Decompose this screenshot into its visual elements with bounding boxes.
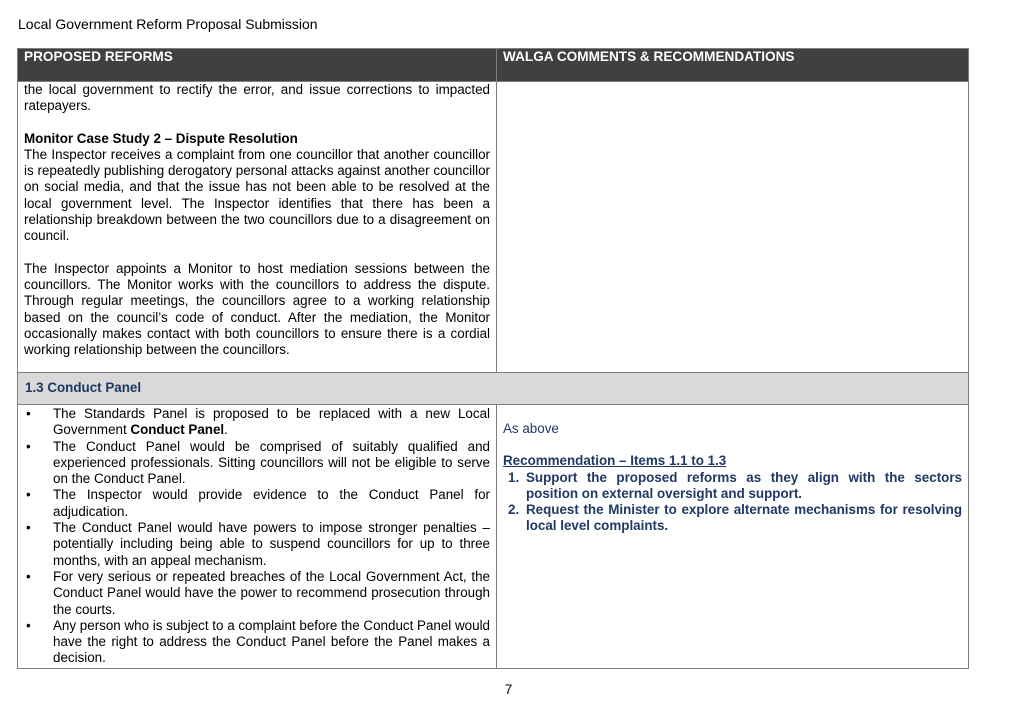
table-header-row (18, 49, 969, 82)
bullet-icon: • (26, 487, 31, 503)
column-header-proposed-reforms: PROPOSED REFORMS (18, 49, 497, 82)
recommendation-title: Recommendation – Items 1.1 to 1.3 (503, 453, 727, 469)
list-item: 2. Request the Minister to explore alternate mechanisms for resolving local level complaints. (508, 502, 962, 534)
proposal-bullet-list (24, 406, 490, 667)
document-header-title: Local Government Reform Proposal Submission (18, 16, 318, 32)
conduct-panel-proposals-cell (18, 405, 497, 669)
list-item: • The Conduct Panel would be comprised of suitably qualified and experienced professionals. Sitting councillors will not be eligible to serve on the Conduct Panel. (26, 438, 490, 487)
recommendation-list (503, 470, 962, 535)
list-item: • Any person who is subject to a complaint before the Conduct Panel would have the right to address the Conduct Panel before the Panel makes a decision. (26, 617, 490, 666)
column-header-walga-comments: WALGA COMMENTS & RECOMMENDATIONS (497, 49, 969, 82)
list-item: • For very serious or repeated breaches of the Local Government Act, the Conduct Panel would have the power to recommend prosecution through the courts. (26, 568, 490, 617)
list-item: 1. Support the proposed reforms as they align with the sectors position on external oversight and support. (508, 469, 962, 501)
bullet-icon: • (26, 568, 31, 584)
table-row-conduct-panel (18, 405, 969, 669)
table-row-case-study (18, 82, 969, 373)
case-study-paragraph-2: The Inspector appoints a Monitor to host mediation sessions between the councillors. The Monitor works with the councillors to address the dispute. Through regular meetings, the councillors agree to a working relationship based on the council’s code of conduct. After the mediation, the Monitor occasionally makes contact with both councillors to ensure there is a cordial working relationship between the councillors. (24, 260, 490, 358)
bullet-icon: • (26, 520, 31, 536)
reform-table (17, 48, 969, 669)
case-study-title: Monitor Case Study 2 – Dispute Resolution (24, 130, 298, 146)
section-title: 1.3 Conduct Panel (18, 373, 969, 405)
case-study-cell (18, 82, 497, 373)
conduct-panel-term: Conduct Panel (130, 422, 225, 438)
bullet-icon: • (26, 617, 31, 633)
page-number: 7 (504, 682, 513, 697)
comment-as-above: As above (503, 421, 559, 436)
list-item: • The Conduct Panel would have powers to impose stronger penalties – potentially including being able to suspend councillors for up to three months, with an appeal mechanism. (26, 520, 490, 568)
case-study-paragraph-1: The Inspector receives a complaint from one councillor that another councillor is repeatedly publishing derogatory personal attacks against another councillor on social media, and that the issue has not been able to be resolved at the local government level. The Inspector identifies that there has been a relationship breakdown between the two councillors due to a disagreement on council. (24, 146, 490, 244)
walga-comments-cell (497, 405, 969, 669)
bullet-icon: • (26, 438, 31, 454)
empty-comment-cell (497, 82, 969, 373)
bullet-icon: • (26, 406, 31, 421)
intro-paragraph: the local government to rectify the error, and issue corrections to impacted ratepayers. (24, 82, 490, 114)
section-row-conduct-panel (18, 373, 969, 405)
list-item: • The Standards Panel is proposed to be replaced with a new Local Government Conduct Panel. (26, 406, 490, 438)
list-item: • The Inspector would provide evidence to the Conduct Panel for adjudication. (26, 487, 490, 519)
